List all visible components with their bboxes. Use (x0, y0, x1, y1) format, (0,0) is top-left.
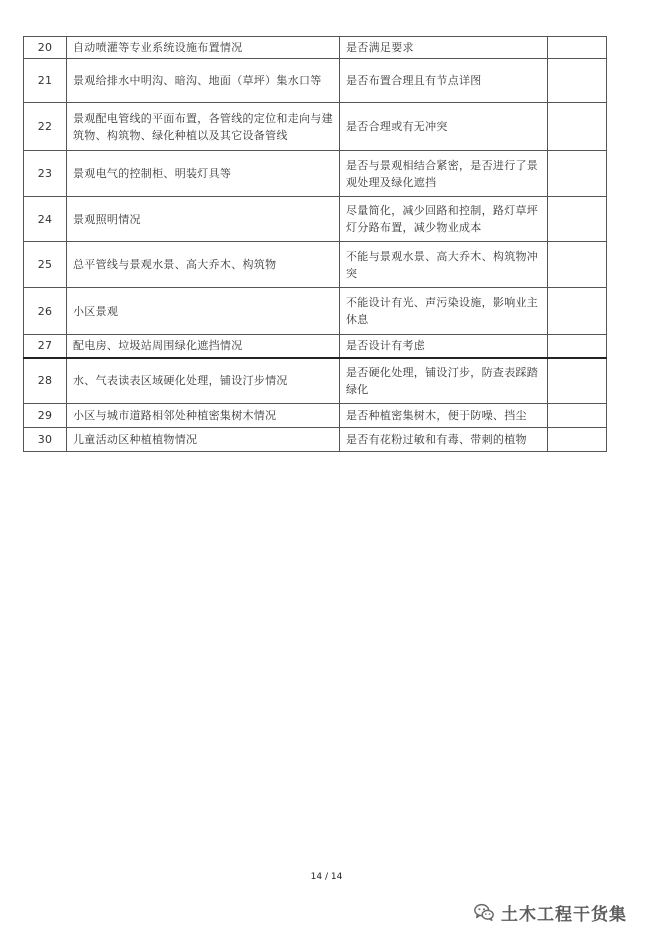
row-number: 25 (24, 242, 67, 288)
table-row (24, 288, 607, 335)
check-item: 自动喷灌等专业系统设施布置情况 (67, 37, 340, 59)
check-requirement: 不能与景观水景、高大乔木、构筑物冲突 (340, 242, 548, 288)
check-requirement: 是否合理或有无冲突 (340, 103, 548, 151)
check-item: 儿童活动区种植植物情况 (67, 428, 340, 452)
check-requirement: 是否布置合理且有节点详图 (340, 59, 548, 103)
remark-cell (548, 288, 607, 335)
table-row (24, 37, 607, 59)
row-number: 29 (24, 404, 67, 428)
remark-cell (548, 335, 607, 358)
check-requirement: 尽量简化，减少回路和控制，路灯草坪灯分路布置，减少物业成本 (340, 197, 548, 242)
check-requirement: 是否种植密集树木，便于防噪、挡尘 (340, 404, 548, 428)
check-item: 配电房、垃圾站周围绿化遮挡情况 (67, 335, 340, 358)
row-number: 28 (24, 358, 67, 404)
remark-cell (548, 151, 607, 197)
check-requirement: 是否硬化处理，铺设汀步，防查表踩踏绿化 (340, 358, 548, 404)
check-item: 景观配电管线的平面布置，各管线的定位和走向与建筑物、构筑物、绿化种植以及其它设备管线 (67, 103, 340, 151)
check-item: 景观给排水中明沟、暗沟、地面（草坪）集水口等 (67, 59, 340, 103)
row-number: 23 (24, 151, 67, 197)
watermark (473, 899, 627, 925)
check-item: 小区与城市道路相邻处种植密集树木情况 (67, 404, 340, 428)
remark-cell (548, 428, 607, 452)
remark-cell (548, 37, 607, 59)
remark-cell (548, 103, 607, 151)
row-number: 20 (24, 37, 67, 59)
table-row (24, 242, 607, 288)
row-number: 27 (24, 335, 67, 358)
table-row (24, 428, 607, 452)
table-row (24, 59, 607, 103)
check-requirement: 是否有花粉过敏和有毒、带刺的植物 (340, 428, 548, 452)
row-number: 30 (24, 428, 67, 452)
row-number: 22 (24, 103, 67, 151)
wechat-icon (473, 901, 495, 923)
remark-cell (548, 404, 607, 428)
checklist-table (23, 36, 607, 452)
check-requirement: 是否满足要求 (340, 37, 548, 59)
check-requirement: 不能设计有光、声污染设施，影响业主休息 (340, 288, 548, 335)
watermark-text: 土木工程干货集 (501, 904, 627, 925)
table-row (24, 151, 607, 197)
row-number: 24 (24, 197, 67, 242)
check-requirement: 是否设计有考虑 (340, 335, 548, 358)
table-row (24, 358, 607, 404)
row-number: 21 (24, 59, 67, 103)
remark-cell (548, 197, 607, 242)
table-row (24, 103, 607, 151)
table-row (24, 197, 607, 242)
check-item: 景观电气的控制柜、明装灯具等 (67, 151, 340, 197)
page-number: 14 / 14 (310, 872, 343, 882)
remark-cell (548, 358, 607, 404)
table-row (24, 404, 607, 428)
check-item: 景观照明情况 (67, 197, 340, 242)
check-item: 小区景观 (67, 288, 340, 335)
table-row (24, 335, 607, 358)
remark-cell (548, 242, 607, 288)
check-requirement: 是否与景观相结合紧密，是否进行了景观处理及绿化遮挡 (340, 151, 548, 197)
remark-cell (548, 59, 607, 103)
check-item: 总平管线与景观水景、高大乔木、构筑物 (67, 242, 340, 288)
check-item: 水、气表读表区域硬化处理，铺设汀步情况 (67, 358, 340, 404)
row-number: 26 (24, 288, 67, 335)
